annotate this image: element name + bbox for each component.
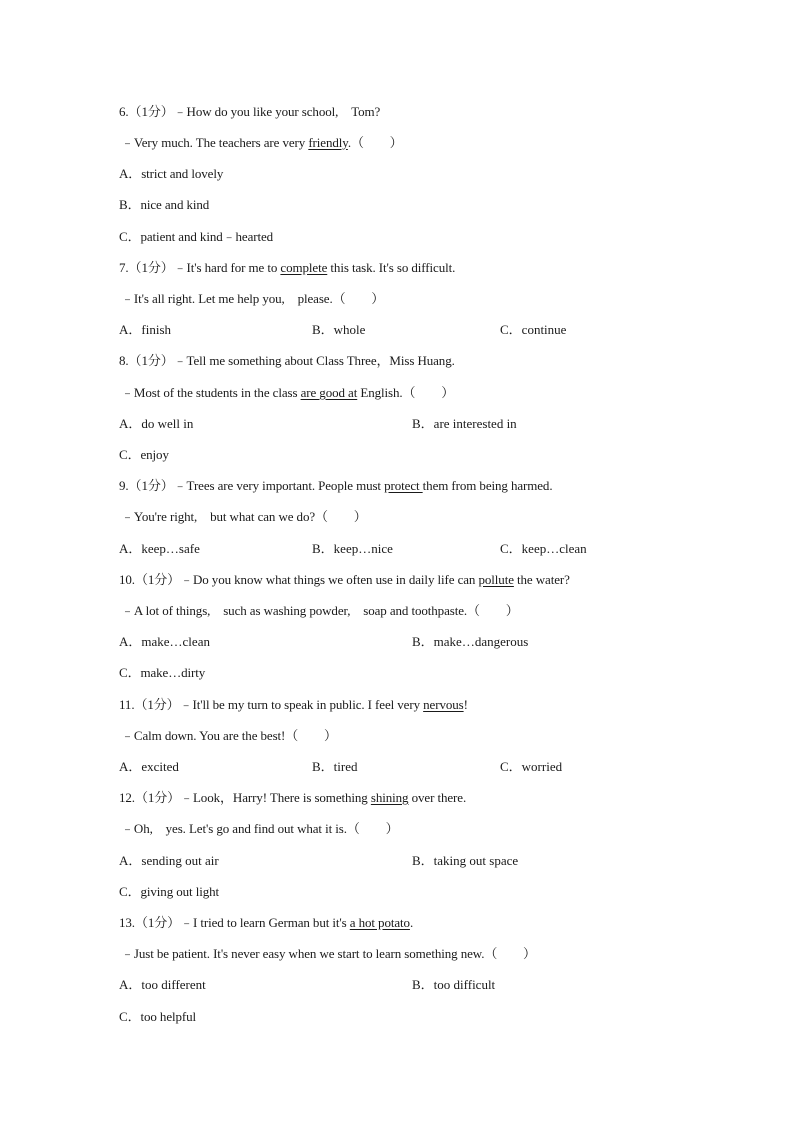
question-number: 10.（1分） <box>119 572 181 587</box>
option-b[interactable]: B．are interested in <box>412 416 517 431</box>
question-7 <box>119 259 455 277</box>
reply-13: ﹣Just be patient. It's never easy when we start to learn something new.（ ） <box>121 946 536 961</box>
option-c[interactable]: C．make…dirty <box>119 665 206 680</box>
option-c[interactable]: C．too helpful <box>119 1009 197 1024</box>
question-text-end: ! <box>463 697 468 712</box>
question-10 <box>119 571 570 589</box>
option-b[interactable]: B．make…dangerous <box>412 634 529 649</box>
question-text: ﹣Trees are very important. People must <box>173 478 385 493</box>
question-text: ﹣It's hard for me to <box>173 260 281 275</box>
question-9 <box>119 477 552 495</box>
options-row-12 <box>119 852 679 870</box>
question-number: 9.（1分） <box>119 478 174 493</box>
option-b[interactable]: B．keep…nice <box>312 541 393 556</box>
reply-10: ﹣A lot of things, such as washing powder, soap and toothpaste.（ ） <box>121 603 519 618</box>
reply-7: ﹣It's all right. Let me help you, please.（ ） <box>121 291 385 306</box>
reply-text: ﹣Most of the students in the class <box>121 385 301 400</box>
underlined-term: a hot potato <box>349 915 410 930</box>
underlined-term: pollute <box>478 572 514 587</box>
option-b[interactable]: B．too difficult <box>412 977 496 992</box>
option-c[interactable]: C．patient and kind﹣hearted <box>119 229 274 244</box>
question-text: ﹣I tried to learn German but it's <box>180 915 350 930</box>
question-13 <box>119 914 413 932</box>
option-a[interactable]: A．make…clean <box>119 634 210 649</box>
option-a[interactable]: A．excited <box>119 759 179 774</box>
question-6 <box>119 103 380 121</box>
options-row-10 <box>119 633 679 651</box>
question-text-end: . <box>409 915 414 930</box>
question-number: 8.（1分） <box>119 353 174 368</box>
option-a[interactable]: A．do well in <box>119 416 194 431</box>
underlined-term: nervous <box>423 697 464 712</box>
options-row-13 <box>119 976 679 994</box>
question-text-end: this task. It's so difficult. <box>327 260 456 275</box>
option-a[interactable]: A．keep…safe <box>119 541 200 556</box>
options-row-7 <box>119 321 679 339</box>
option-a[interactable]: A．strict and lovely <box>119 166 224 181</box>
option-a[interactable]: A．too different <box>119 977 206 992</box>
question-number: 7.（1分） <box>119 260 174 275</box>
question-number: 13.（1分） <box>119 915 181 930</box>
question-number: 6.（1分） <box>119 104 174 119</box>
option-b[interactable]: B．taking out space <box>412 853 519 868</box>
question-text: ﹣Do you know what things we often use in daily life can <box>180 572 479 587</box>
question-text: ﹣How do you like your school, Tom? <box>173 104 381 119</box>
reply-6 <box>121 134 403 152</box>
question-number: 11.（1分） <box>119 697 180 712</box>
question-8 <box>119 352 455 370</box>
option-c[interactable]: C．enjoy <box>119 447 169 462</box>
reply-12: ﹣Oh, yes. Let's go and find out what it is.（ ） <box>121 821 399 836</box>
option-b[interactable]: B．tired <box>312 759 358 774</box>
underlined-term: complete <box>280 260 328 275</box>
options-row-11 <box>119 758 679 776</box>
question-text: ﹣Look，Harry! There is something <box>180 790 371 805</box>
reply-8 <box>121 384 454 402</box>
underlined-term: protect <box>384 478 423 493</box>
option-a[interactable]: A．finish <box>119 322 172 337</box>
option-c[interactable]: C．worried <box>500 759 563 774</box>
reply-text: ﹣Very much. The teachers are very <box>121 135 309 150</box>
question-text-end: the water? <box>513 572 570 587</box>
reply-9: ﹣You're right, but what can we do?（ ） <box>121 509 367 524</box>
underlined-term: shining <box>370 790 409 805</box>
options-row-8 <box>119 415 679 433</box>
underlined-term: are good at <box>300 385 358 400</box>
option-a[interactable]: A．sending out air <box>119 853 219 868</box>
option-b[interactable]: B．whole <box>312 322 366 337</box>
option-b[interactable]: B．nice and kind <box>119 197 210 212</box>
question-11 <box>119 696 468 714</box>
question-text: ﹣Tell me something about Class Three，Miss Huang. <box>173 353 455 368</box>
reply-11: ﹣Calm down. You are the best!（ ） <box>121 728 337 743</box>
question-number: 12.（1分） <box>119 790 181 805</box>
underlined-term: friendly <box>308 135 348 150</box>
question-text: ﹣It'll be my turn to speak in public. I feel very <box>179 697 424 712</box>
option-c[interactable]: C．keep…clean <box>500 541 587 556</box>
reply-text-end: English.（ ） <box>357 385 455 400</box>
question-12 <box>119 789 466 807</box>
reply-text-end: .（ ） <box>347 135 403 150</box>
options-row-9 <box>119 540 679 558</box>
option-c[interactable]: C．giving out light <box>119 884 220 899</box>
question-text-end: them from being harmed. <box>422 478 553 493</box>
option-c[interactable]: C．continue <box>500 322 567 337</box>
question-text-end: over there. <box>408 790 467 805</box>
